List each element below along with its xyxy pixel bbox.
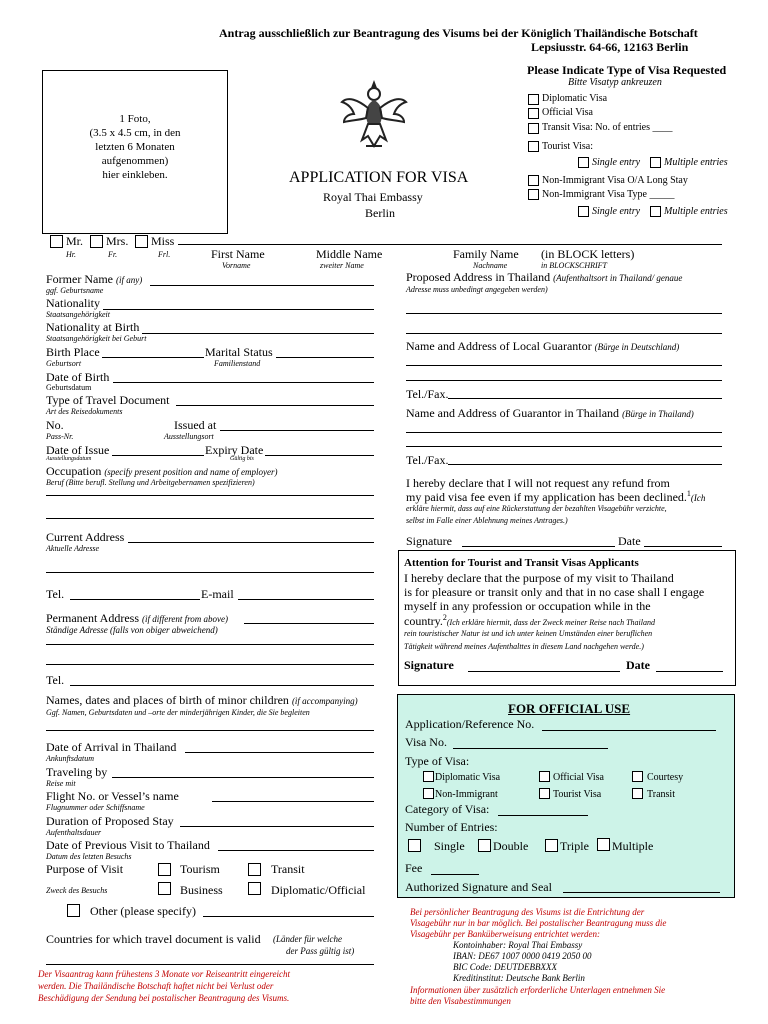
minor-children-field[interactable] bbox=[46, 730, 374, 731]
label-nationality-at-birth: Nationality at Birth bbox=[46, 320, 140, 334]
occupation-field-2[interactable] bbox=[46, 518, 374, 519]
official-label-official: Official Visa bbox=[553, 772, 604, 783]
photo-text-2: (3.5 x 4.5 cm, in den bbox=[89, 127, 181, 139]
nationality-at-birth-de: Staatsangehörigkeit bei Geburt bbox=[46, 334, 147, 343]
page-title: APPLICATION FOR VISA bbox=[289, 169, 469, 186]
permanent-address-note: (if different from above) bbox=[141, 614, 229, 624]
photo-text-4: aufgenommen) bbox=[101, 155, 169, 167]
official-label-nonimm: Non-Immigrant bbox=[435, 789, 498, 800]
email-field[interactable] bbox=[238, 599, 374, 600]
passport-no-de: Pass-Nr. bbox=[46, 432, 74, 441]
label-authorized-signature: Authorized Signature and Seal bbox=[405, 880, 552, 894]
birth-place-field[interactable] bbox=[102, 357, 204, 358]
label-travel-document: Type of Travel Document bbox=[46, 393, 170, 407]
bank-account-holder: Kontoinhaber: Royal Thai Embassy bbox=[453, 940, 583, 950]
label-diplomatic-visa: Diplomatic Visa bbox=[542, 93, 608, 104]
tel-field[interactable] bbox=[70, 599, 200, 600]
checkbox-nonimm-multiple[interactable] bbox=[650, 206, 661, 217]
checkbox-diplomatic-visa[interactable] bbox=[528, 94, 539, 105]
expiry-date-de: Gültig bis bbox=[230, 456, 254, 462]
label-former-name bbox=[46, 272, 142, 287]
attention-date-field[interactable] bbox=[656, 671, 723, 672]
official-label-triple: Triple bbox=[560, 839, 589, 853]
checkbox-tourist-multiple[interactable] bbox=[650, 157, 661, 168]
date-of-birth-field[interactable] bbox=[113, 382, 374, 383]
attention-de-2: rein touristischer Natur ist und ich unter keinen Umständen einer beruflichen bbox=[404, 629, 653, 638]
date-of-issue-de: Ausstellungsdatum bbox=[46, 456, 92, 462]
refund-declaration-1: I hereby declare that I will not request any refund from bbox=[406, 476, 670, 490]
signature-field[interactable] bbox=[462, 546, 615, 547]
attention-de-1: (Ich erkläre hiermit, dass der Zweck meiner Reise nach Thailand bbox=[446, 618, 655, 627]
checkbox-mr[interactable] bbox=[50, 235, 63, 248]
checkbox-official-visa[interactable] bbox=[528, 108, 539, 119]
checkbox-transit-purpose[interactable] bbox=[248, 863, 261, 876]
date-of-birth-de: Geburtsdatum bbox=[46, 383, 92, 392]
label-mrs: Mrs. bbox=[106, 234, 129, 248]
traveling-by-de: Reise mit bbox=[46, 779, 76, 788]
marital-status-field[interactable] bbox=[276, 357, 374, 358]
label-tourist-visa: Tourist Visa: bbox=[542, 141, 594, 152]
former-name-de: ggf. Geburtsname bbox=[46, 286, 104, 295]
bank-name: Kreditinstitut: Deutsche Bank Berlin bbox=[453, 973, 585, 983]
header-line1: Antrag ausschließlich zur Beantragung des Visums bei der Königlich Thailändische Botschaft bbox=[219, 26, 698, 40]
minor-children-note: (if accompanying) bbox=[291, 696, 358, 706]
former-name-text: Former Name bbox=[46, 272, 113, 286]
label-purpose-of-visit: Purpose of Visit bbox=[46, 862, 124, 876]
official-use-heading: FOR OFFICIAL USE bbox=[508, 701, 631, 716]
thai-guarantor-field-1[interactable] bbox=[406, 432, 722, 433]
label-type-of-visa: Type of Visa: bbox=[405, 754, 470, 768]
label-current-address: Current Address bbox=[46, 530, 125, 544]
flight-no-field[interactable] bbox=[212, 801, 374, 802]
address-thailand-field-2[interactable] bbox=[406, 333, 722, 334]
checkbox-nonimm-single[interactable] bbox=[578, 206, 589, 217]
bank-note-4: Informationen über zusätzlich erforderliche Unterlagen entnehmen Sie bbox=[410, 985, 666, 995]
traveling-by-field[interactable] bbox=[112, 777, 374, 778]
issued-at-field[interactable] bbox=[220, 430, 374, 431]
label-family-name-de: Nachname bbox=[473, 261, 508, 270]
label-birth-place: Birth Place bbox=[46, 345, 100, 359]
occupation-note: (specify present position and name of employer) bbox=[104, 467, 278, 477]
official-use-box bbox=[397, 694, 735, 898]
official-checkbox-tourist[interactable] bbox=[539, 788, 550, 799]
visa-type-heading: Please Indicate Type of Visa Requested bbox=[527, 63, 727, 77]
checkbox-miss[interactable] bbox=[135, 235, 148, 248]
permanent-address-de: Ständige Adresse (falls von obiger abweichend) bbox=[46, 625, 218, 635]
label-permanent-address bbox=[46, 611, 228, 626]
minor-children-text: Names, dates and places of birth of minor children bbox=[46, 693, 289, 707]
duration-of-stay-field[interactable] bbox=[180, 826, 374, 827]
checkbox-other[interactable] bbox=[67, 904, 80, 917]
label-expiry-date: Expiry Date bbox=[205, 443, 264, 457]
bank-iban: IBAN: DE67 1007 0000 0419 2050 00 bbox=[453, 951, 592, 961]
official-label-single: Single bbox=[434, 839, 465, 853]
checkbox-diplomatic-official[interactable] bbox=[248, 882, 261, 895]
official-checkbox-transit[interactable] bbox=[632, 788, 643, 799]
address-thailand-field-1[interactable] bbox=[406, 313, 722, 314]
attention-signature-field[interactable] bbox=[468, 671, 620, 672]
label-tourism: Tourism bbox=[180, 862, 220, 876]
official-checkbox-double[interactable] bbox=[478, 839, 491, 852]
label-other: Other (please specify) bbox=[90, 904, 196, 918]
checkbox-tourist-single[interactable] bbox=[578, 157, 589, 168]
permanent-address-field-1[interactable] bbox=[244, 623, 374, 624]
arrival-date-de: Ankunftsdatum bbox=[46, 754, 94, 763]
previous-visit-de: Datum des letzten Besuchs bbox=[46, 852, 132, 861]
tel-fax-2-field[interactable] bbox=[448, 464, 722, 465]
refund-declaration-de-3: selbst im Falle einer Ablehnung meines Antrages.) bbox=[406, 516, 568, 525]
former-name-note: (if any) bbox=[115, 275, 143, 285]
label-tel-fax: Tel./Fax. bbox=[406, 387, 449, 401]
embassy-city: Berlin bbox=[365, 206, 395, 220]
date-of-issue-field[interactable] bbox=[112, 455, 204, 456]
local-guarantor-text: Name and Address of Local Guarantor bbox=[406, 339, 592, 353]
label-block-letters-de: in BLOCKSCHRIFT bbox=[541, 261, 608, 270]
nationality-de: Staatsangehörigkeit bbox=[46, 310, 110, 319]
official-label-courtesy: Courtesy bbox=[647, 772, 684, 783]
duration-of-stay-de: Aufenthaltsdauer bbox=[46, 828, 102, 837]
label-transit-purpose: Transit bbox=[271, 862, 305, 876]
official-checkbox-diplomatic[interactable] bbox=[423, 771, 434, 782]
attention-text-4 bbox=[404, 613, 655, 629]
valid-countries-field[interactable] bbox=[46, 964, 374, 965]
label-valid-countries: Countries for which travel document is valid bbox=[46, 932, 261, 946]
permanent-address-text: Permanent Address bbox=[46, 611, 139, 625]
thai-guarantor-note: (Bürge in Thailand) bbox=[622, 409, 694, 419]
previous-visit-field[interactable] bbox=[218, 850, 374, 851]
address-thailand-note: (Aufenthaltsort in Thailand/ genaue bbox=[553, 273, 683, 283]
visa-type-heading-de: Bitte Visatyp ankreuzen bbox=[568, 77, 662, 88]
attention-date-label: Date bbox=[626, 658, 650, 672]
issued-at-de: Ausstellungsort bbox=[164, 432, 214, 441]
attention-signature-label: Signature bbox=[404, 658, 454, 672]
label-first-name: First Name bbox=[211, 247, 265, 261]
embassy-name: Royal Thai Embassy bbox=[323, 190, 423, 204]
refund-footnote-mark: 1 bbox=[686, 489, 691, 498]
bank-note-2: Visagebühr nur in bar möglich. Bei postalischer Beantragung muss die bbox=[410, 918, 667, 928]
label-tel: Tel. bbox=[46, 587, 65, 601]
nationality-field[interactable] bbox=[103, 309, 374, 310]
label-date-of-birth: Date of Birth bbox=[46, 370, 110, 384]
label-first-name-de: Vorname bbox=[222, 261, 251, 270]
refund-declaration-2-text: my paid visa fee even if my application has been declined. bbox=[406, 490, 687, 504]
app-ref-no-field[interactable] bbox=[542, 730, 716, 731]
thai-guarantor-field-2[interactable] bbox=[406, 446, 722, 447]
valid-countries-note-2: der Pass gültig ist) bbox=[286, 946, 355, 956]
official-label-multiple: Multiple bbox=[612, 839, 654, 853]
fee-field[interactable] bbox=[431, 874, 479, 875]
header-line2: Lepsiusstr. 64-66, 12163 Berlin bbox=[531, 40, 689, 54]
marital-status-de: Familienstand bbox=[214, 359, 261, 368]
attention-text-1: I hereby declare that the purpose of my visit to Thailand bbox=[404, 571, 674, 585]
refund-declaration-de-1: (Ich bbox=[690, 493, 706, 503]
label-thai-guarantor bbox=[406, 406, 694, 421]
attention-box bbox=[398, 550, 736, 686]
local-guarantor-field-1[interactable] bbox=[406, 365, 722, 366]
label-passport-no: No. bbox=[46, 418, 64, 432]
bank-note-3: Visagebühr per Banküberweisung entrichtet werden: bbox=[410, 929, 600, 939]
attention-de-3: Tätigkeit während meines Aufenthalttes in diesem Land nachgehen werde.) bbox=[404, 642, 644, 651]
official-checkbox-triple[interactable] bbox=[545, 839, 558, 852]
checkbox-tourism[interactable] bbox=[158, 863, 171, 876]
label-local-guarantor bbox=[406, 339, 679, 354]
label-miss: Miss bbox=[151, 234, 175, 248]
date-field[interactable] bbox=[644, 546, 722, 547]
former-name-field[interactable] bbox=[150, 285, 374, 286]
label-issued-at: Issued at bbox=[174, 418, 217, 432]
label-nonimm-multiple: Multiple entries bbox=[664, 206, 728, 217]
label-email: E-mail bbox=[201, 587, 234, 601]
label-number-of-entries: Number of Entries: bbox=[405, 820, 498, 834]
label-fr: Fr. bbox=[108, 250, 118, 259]
label-date-of-issue: Date of Issue bbox=[46, 443, 110, 457]
official-label-double: Double bbox=[493, 839, 529, 853]
label-fee: Fee bbox=[405, 861, 423, 875]
occupation-text: Occupation bbox=[46, 464, 102, 478]
label-tel-2: Tel. bbox=[46, 673, 65, 687]
photo-text-3: letzten 6 Monaten bbox=[95, 141, 175, 153]
label-signature: Signature bbox=[406, 534, 452, 548]
label-frl: Frl. bbox=[158, 250, 171, 259]
photo-text-1: 1 Foto, bbox=[119, 113, 151, 125]
official-label-diplomatic: Diplomatic Visa bbox=[435, 772, 501, 783]
nationality-at-birth-field[interactable] bbox=[142, 333, 374, 334]
name-line[interactable] bbox=[178, 244, 722, 245]
official-checkbox-single[interactable] bbox=[408, 839, 421, 852]
authorized-signature-field[interactable] bbox=[563, 892, 720, 893]
attention-text-4-main: country. bbox=[404, 614, 443, 628]
label-flight-no: Flight No. or Vessel’s name bbox=[46, 789, 179, 803]
address-thailand-text: Proposed Address in Thailand bbox=[406, 270, 551, 284]
checkbox-nonimm-oa[interactable] bbox=[528, 175, 539, 186]
refund-declaration-2 bbox=[406, 489, 705, 505]
bank-note-1: Bei persönlicher Beantragung des Visums ist die Entrichtung der bbox=[410, 907, 645, 917]
label-middle-name-de: zweiter Name bbox=[320, 261, 364, 270]
thai-guarantor-text: Name and Address of Guarantor in Thailand bbox=[406, 406, 620, 420]
official-checkbox-multiple[interactable] bbox=[597, 838, 610, 851]
expiry-date-field[interactable] bbox=[265, 455, 374, 456]
current-address-de: Aktuelle Adresse bbox=[46, 544, 100, 553]
photo-text-5: hier einkleben. bbox=[102, 169, 168, 181]
official-label-transit: Transit bbox=[647, 789, 675, 800]
checkbox-transit-visa[interactable] bbox=[528, 123, 539, 134]
label-nationality: Nationality bbox=[46, 296, 100, 310]
refund-declaration-de-2: erkläre hiermit, dass auf eine Rückerstattung der bezahlten Visagebühr verzichte, bbox=[406, 504, 667, 513]
occupation-de: Beruf (Bitte berufl. Stellung und Arbeitgebernamen spezifizieren) bbox=[46, 478, 255, 487]
valid-countries-note-1: (Länder für welche bbox=[273, 934, 342, 944]
label-transit-visa: Transit Visa: No. of entries ____ bbox=[542, 122, 673, 133]
permanent-address-field-3[interactable] bbox=[46, 664, 374, 665]
label-visa-no: Visa No. bbox=[405, 735, 447, 749]
arrival-date-field[interactable] bbox=[185, 752, 374, 753]
label-family-name: Family Name bbox=[453, 247, 519, 261]
local-guarantor-note: (Bürge in Deutschland) bbox=[594, 342, 680, 352]
category-of-visa-field[interactable] bbox=[498, 815, 588, 816]
label-date: Date bbox=[618, 534, 641, 548]
travel-document-de: Art des Reisedokuments bbox=[46, 407, 123, 416]
travel-document-field[interactable] bbox=[176, 405, 374, 406]
label-hr: Hr. bbox=[66, 250, 77, 259]
checkbox-tourist-visa[interactable] bbox=[528, 141, 539, 152]
label-duration-of-stay: Duration of Proposed Stay bbox=[46, 814, 174, 828]
label-tourist-multiple: Multiple entries bbox=[664, 157, 728, 168]
footer-note-1: Der Visaantrag kann frühestens 3 Monate vor Reiseantritt eingereicht bbox=[38, 969, 290, 979]
label-app-ref-no: Application/Reference No. bbox=[405, 717, 535, 731]
flight-no-de: Flugnummer oder Schiffsname bbox=[46, 803, 145, 812]
label-traveling-by: Traveling by bbox=[46, 765, 108, 779]
label-tel-fax-2: Tel./Fax. bbox=[406, 453, 449, 467]
birth-place-de: Geburtsort bbox=[46, 359, 82, 368]
garuda-emblem-icon bbox=[338, 74, 410, 154]
label-business: Business bbox=[180, 883, 223, 897]
current-address-field-2[interactable] bbox=[46, 572, 374, 573]
current-address-field-1[interactable] bbox=[128, 542, 374, 543]
label-category-of-visa: Category of Visa: bbox=[405, 802, 490, 816]
label-address-thailand bbox=[406, 270, 682, 285]
bank-note-5: bitte den Visabestimmungen bbox=[410, 996, 511, 1006]
official-checkbox-official[interactable] bbox=[539, 771, 550, 782]
occupation-field-1[interactable] bbox=[46, 495, 374, 496]
other-field[interactable] bbox=[203, 916, 374, 917]
attention-text-3: myself in any profession or occupation while in the bbox=[404, 599, 651, 613]
purpose-of-visit-de: Zweck des Besuchs bbox=[46, 886, 108, 895]
checkbox-mrs[interactable] bbox=[90, 235, 103, 248]
label-middle-name: Middle Name bbox=[316, 247, 383, 261]
bank-bic: BIC Code: DEUTDEBBXXX bbox=[453, 962, 557, 972]
tel-2-field[interactable] bbox=[70, 685, 374, 686]
checkbox-nonimm-type[interactable] bbox=[528, 189, 539, 200]
official-checkbox-courtesy[interactable] bbox=[632, 771, 643, 782]
label-previous-visit: Date of Previous Visit to Thailand bbox=[46, 838, 210, 852]
label-diplomatic-official: Diplomatic/Official bbox=[271, 883, 366, 897]
footer-note-2: werden. Die Thailändische Botschaft haftet nicht bei Verlust oder bbox=[38, 981, 274, 991]
label-arrival-date: Date of Arrival in Thailand bbox=[46, 740, 177, 754]
label-nonimm-oa: Non-Immigrant Visa O/A Long Stay bbox=[542, 175, 688, 186]
minor-children-de: Ggf. Namen, Geburtsdaten und –orte der minderjährigen Kinder, die Sie begleiten bbox=[46, 708, 310, 717]
attention-footnote-mark: 2 bbox=[442, 613, 447, 622]
label-marital-status: Marital Status bbox=[205, 345, 273, 359]
local-guarantor-field-2[interactable] bbox=[406, 380, 722, 381]
label-official-visa: Official Visa bbox=[542, 107, 593, 118]
visa-no-field[interactable] bbox=[453, 748, 608, 749]
label-occupation bbox=[46, 464, 277, 479]
footer-note-3: Beschädigung der Sendung bei postalischer Beantragung des Visums. bbox=[38, 993, 290, 1003]
attention-heading: Attention for Tourist and Transit Visas Applicants bbox=[404, 557, 639, 569]
label-block-letters: (in BLOCK letters) bbox=[541, 247, 635, 261]
label-mr: Mr. bbox=[66, 234, 84, 248]
tel-fax-field[interactable] bbox=[448, 398, 722, 399]
label-tourist-single: Single entry bbox=[592, 157, 641, 168]
official-checkbox-nonimm[interactable] bbox=[423, 788, 434, 799]
official-label-tourist: Tourist Visa bbox=[553, 789, 602, 800]
label-nonimm-type: Non-Immigrant Visa Type _____ bbox=[542, 189, 675, 200]
address-thailand-de: Adresse muss unbedingt angegeben werden) bbox=[406, 285, 548, 294]
permanent-address-field-2[interactable] bbox=[46, 644, 374, 645]
checkbox-business[interactable] bbox=[158, 882, 171, 895]
attention-text-2: is for pleasure or transit only and that in no case shall I engage bbox=[404, 585, 705, 599]
photo-box[interactable] bbox=[42, 70, 228, 234]
label-nonimm-single: Single entry bbox=[592, 206, 641, 217]
label-minor-children bbox=[46, 693, 358, 708]
